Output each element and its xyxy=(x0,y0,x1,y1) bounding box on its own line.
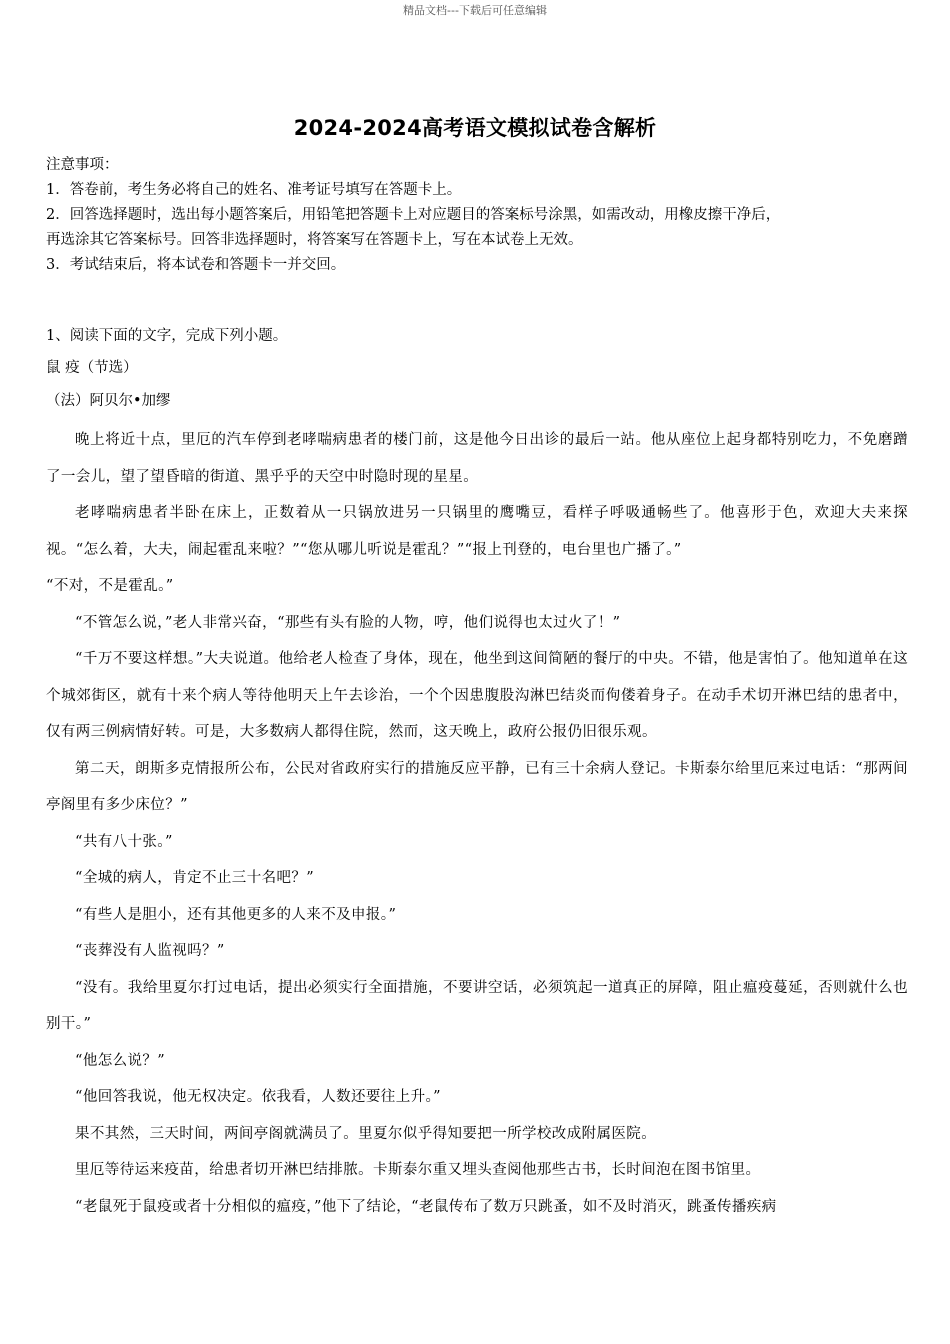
passage-paragraph: “他回答我说，他无权决定。依我看，人数还要往上升。” xyxy=(75,1089,441,1105)
passage-paragraph: “全城的病人，肯定不止三十名吧？” xyxy=(75,870,315,886)
reading-passage xyxy=(46,324,908,1225)
notice-item: 2．回答选择题时，选出每小题答案后，用铅笔把答题卡上对应题目的答案标号涂黑，如需改动，用橡皮擦干净后， xyxy=(46,207,781,223)
notice-item: 3．考试结束后，将本试卷和答题卡一并交回。 xyxy=(46,257,346,273)
passage-paragraph: 老哮喘病患者半卧在床上，正数着从一只锅放进另一只锅里的鹰嘴豆，看样子呼吸通畅些了。他喜形于色，欢迎大夫来探视。“怎么着，大夫，闹起霍乱来啦？”“您从哪儿听说是霍乱？”“报上刊登的，电台里也广播了。” xyxy=(46,505,908,558)
passage-paragraph: 里厄等待运来疫苗，给患者切开淋巴结排脓。卡斯泰尔重又埋头查阅他那些古书，长时间泡在图书馆里。 xyxy=(75,1162,761,1178)
author-line: （法）阿贝尔•加缪 xyxy=(46,393,171,409)
passage-paragraph: “千万不要这样想。”大夫说道。他给老人检查了身体，现在，他坐到这间简陋的餐厅的中央。不错，他是害怕了。他知道单在这个城郊街区，就有十来个病人等待他明天上午去诊治，一个个因患腹股沟淋巴结炎而佝偻着身子。在动手术切开淋巴结的患者中，仅有两三例病情好转。可是，大多数病人都得住院，然而，这天晚上，政府公报仍旧很乐观。 xyxy=(46,651,908,740)
passage-paragraph: “不管怎么说，”老人非常兴奋，“那些有头有脸的人物，哼，他们说得也太过火了！” xyxy=(75,614,621,631)
notice-section xyxy=(46,153,906,278)
passage-paragraph: “丧葬没有人监视吗？” xyxy=(75,943,225,959)
notice-item: 再选涂其它答案标号。回答非选择题时，将答案写在答题卡上，写在本试卷上无效。 xyxy=(46,232,583,248)
notice-heading: 注意事项： xyxy=(46,157,119,173)
passage-paragraph: “没有。我给里夏尔打过电话，提出必须实行全面措施，不要讲空话，必须筑起一道真正的屏障，阻止瘟疫蔓延，否则就什么也别干。” xyxy=(46,979,908,1032)
page-title: 2024-2024高考语文模拟试卷含解析 xyxy=(293,116,657,140)
header-note: 精品文档---下载后可任意编辑 xyxy=(403,4,547,17)
passage-paragraph: “不对，不是霍乱。” xyxy=(46,578,174,594)
passage-paragraph: “老鼠死于鼠疫或者十分相似的瘟疫，”他下了结论，“老鼠传布了数万只跳蚤，如不及时消灭，跳蚤传播疾病 xyxy=(75,1198,777,1215)
passage-paragraph: 晚上将近十点，里厄的汽车停到老哮喘病患者的楼门前，这是他今日出诊的最后一站。他从座位上起身都特别吃力，不免磨蹭了一会儿，望了望昏暗的街道、黑乎乎的天空中时隐时现的星星。 xyxy=(46,432,908,485)
work-title: 鼠 疫（节选） xyxy=(46,360,138,376)
passage-paragraph: “他怎么说？” xyxy=(75,1052,166,1069)
passage-paragraph: 第二天，朗斯多克情报所公布，公民对省政府实行的措施反应平静，已有三十余病人登记。卡斯泰尔给里厄来过电话：“那两间亭阁里有多少床位？” xyxy=(46,760,908,813)
passage-paragraph: “共有八十张。” xyxy=(75,833,173,850)
question-prompt: 1、阅读下面的文字，完成下列小题。 xyxy=(46,328,288,344)
notice-item: 1．答卷前，考生务必将自己的姓名、准考证号填写在答题卡上。 xyxy=(46,182,462,198)
passage-paragraph: “有些人是胆小，还有其他更多的人来不及申报。” xyxy=(75,906,397,923)
passage-paragraph: 果不其然，三天时间，两间亭阁就满员了。里夏尔似乎得知要把一所学校改成附属医院。 xyxy=(75,1125,657,1142)
